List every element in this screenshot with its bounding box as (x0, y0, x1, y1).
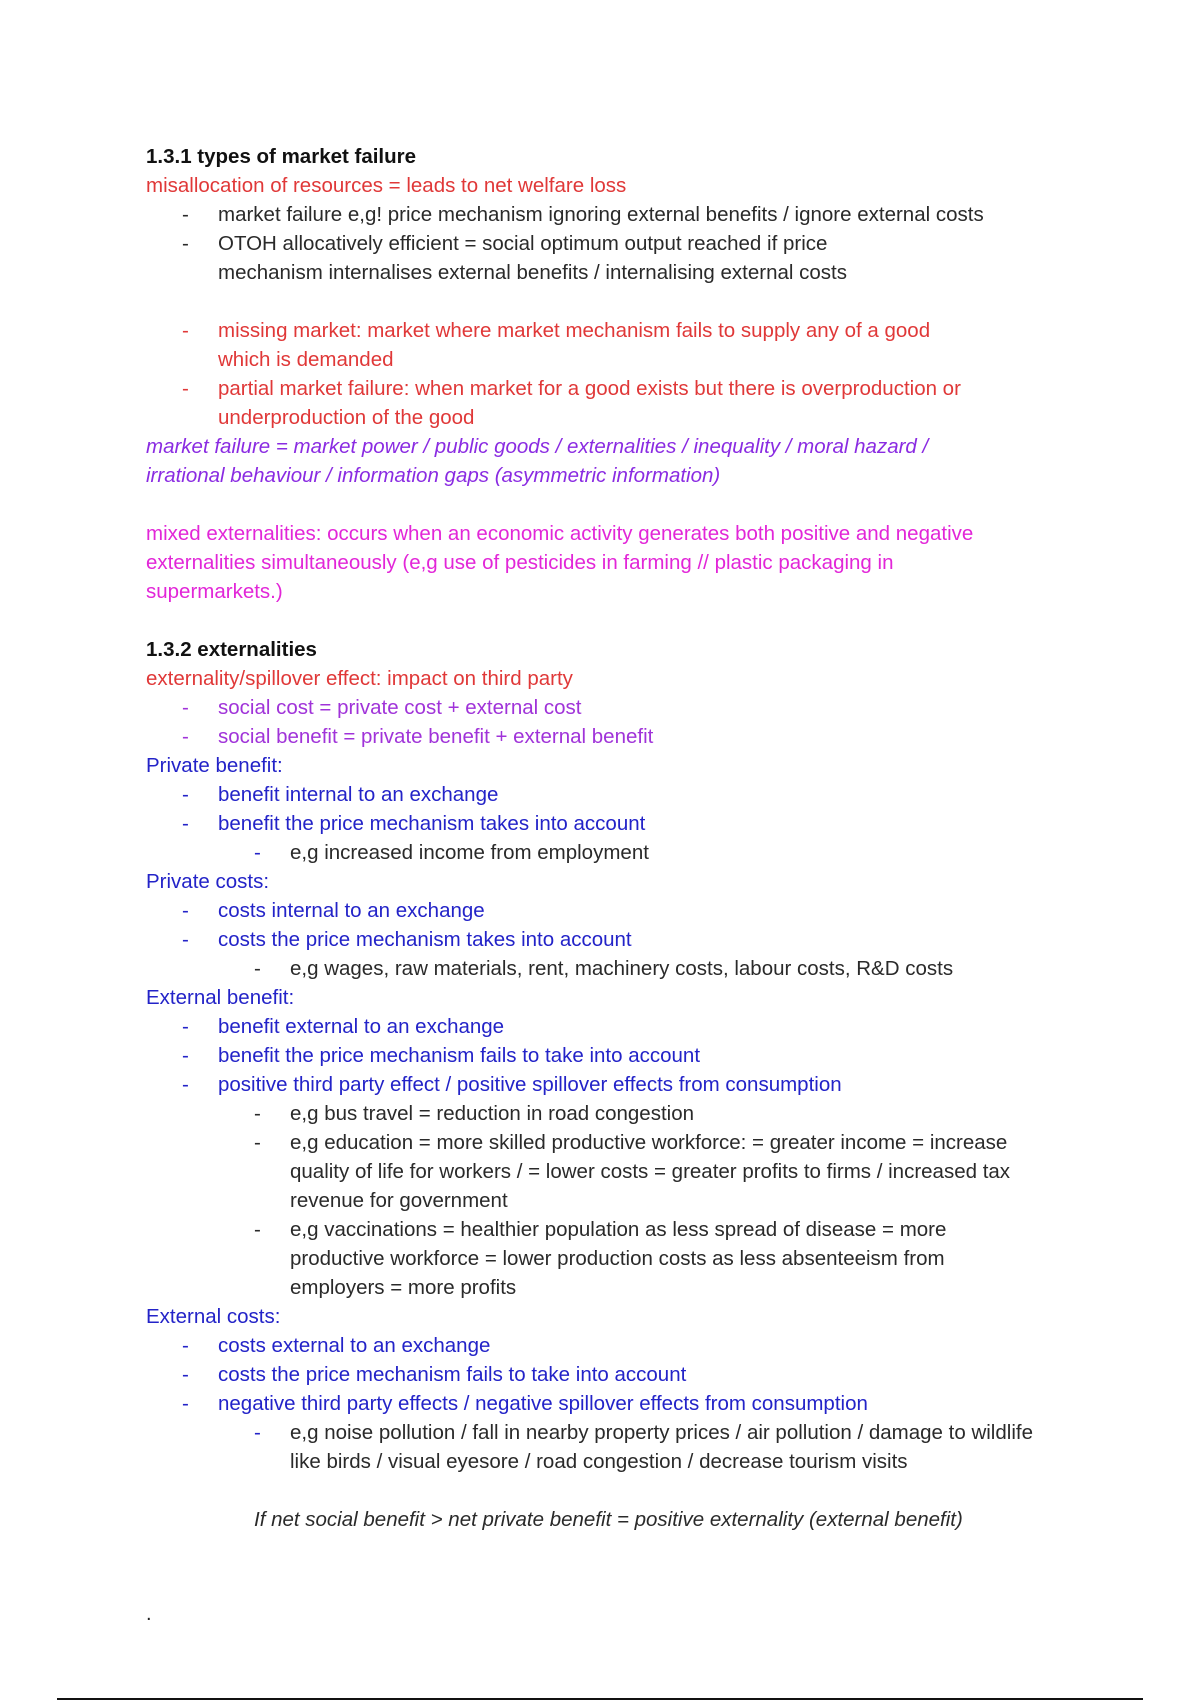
document-page (146, 142, 1076, 1534)
private-costs-examples (146, 954, 1076, 983)
list-item: - benefit the price mechanism takes into account (182, 812, 646, 835)
private-benefit-label: Private benefit: (146, 754, 283, 777)
list-item: - missing market: market where market mechanism fails to supply any of a good which is demanded (182, 319, 931, 371)
list-item: - OTOH allocatively efficient = social optimum output reached if price mechanism internalises external benefits / internalising external costs (182, 232, 847, 284)
market-types-bullets (146, 316, 1076, 432)
misallocation-definition: misallocation of resources = leads to net welfare loss (146, 174, 627, 197)
external-benefit-label: External benefit: (146, 986, 295, 1009)
external-costs-label: External costs: (146, 1305, 281, 1328)
market-failure-bullets (146, 200, 1076, 287)
list-item: - social benefit = private benefit + external benefit (182, 725, 654, 748)
private-costs-bullets (146, 896, 1076, 954)
external-costs-examples (146, 1418, 1076, 1476)
list-item: - social cost = private cost + external cost (182, 696, 582, 719)
list-item: - positive third party effect / positive spillover effects from consumption (182, 1073, 842, 1096)
market-failure-types: market failure = market power / public goods / externalities / inequality / moral hazard / (146, 435, 929, 458)
list-item: - benefit internal to an exchange (182, 783, 499, 806)
private-benefit-bullets (146, 780, 1076, 838)
externality-conclusion: If net social benefit > net private benefit = positive externality (external benefit) (254, 1508, 963, 1531)
list-item: - e,g education = more skilled productive workforce: = greater income = increase quality of life for workers / = lower costs = greater profits to firms / increased tax revenue for government (254, 1131, 1011, 1212)
footer-dot: . (146, 1603, 152, 1625)
list-item: - costs the price mechanism takes into account (182, 928, 632, 951)
list-item: - costs the price mechanism fails to take into account (182, 1363, 687, 1386)
externality-definition: externality/spillover effect: impact on third party (146, 667, 573, 690)
external-costs-bullets (146, 1331, 1076, 1418)
list-item: - benefit the price mechanism fails to take into account (182, 1044, 701, 1067)
list-item: - e,g bus travel = reduction in road congestion (254, 1102, 694, 1125)
formula-bullets (146, 693, 1076, 751)
mixed-externalities: mixed externalities: occurs when an economic activity generates both positive and negative externalities simultaneously (e,g use of pesticides in farming // plastic packaging in supermarkets.) (146, 522, 974, 603)
list-item: - costs external to an exchange (182, 1334, 491, 1357)
list-item: - e,g noise pollution / fall in nearby property prices / air pollution / damage to wildlife like birds / visual eyesore / road congestion / decrease tourism visits (254, 1421, 1033, 1473)
list-item: - costs internal to an exchange (182, 899, 485, 922)
list-item: - partial market failure: when market for a good exists but there is overproduction or underproduction of the good (182, 377, 961, 429)
section-heading-market-failure: 1.3.1 types of market failure (146, 145, 417, 168)
list-item: - market failure e,g! price mechanism ignoring external benefits / ignore external costs (182, 203, 984, 226)
private-benefit-examples (146, 838, 1076, 867)
private-costs-label: Private costs: (146, 870, 270, 893)
market-failure-types-cont: irrational behaviour / information gaps (asymmetric information) (146, 464, 721, 487)
list-item: - e,g vaccinations = healthier population as less spread of disease = more productive workforce = lower production costs as less absenteeism from employers = more profits (254, 1218, 947, 1299)
list-item: - negative third party effects / negative spillover effects from consumption (182, 1392, 868, 1415)
external-benefit-bullets (146, 1012, 1076, 1099)
list-item: - benefit external to an exchange (182, 1015, 505, 1038)
external-benefit-examples (146, 1099, 1076, 1302)
section-heading-externalities: 1.3.2 externalities (146, 638, 317, 661)
list-item: - e,g increased income from employment (254, 841, 649, 864)
list-item: - e,g wages, raw materials, rent, machinery costs, labour costs, R&D costs (254, 957, 954, 980)
